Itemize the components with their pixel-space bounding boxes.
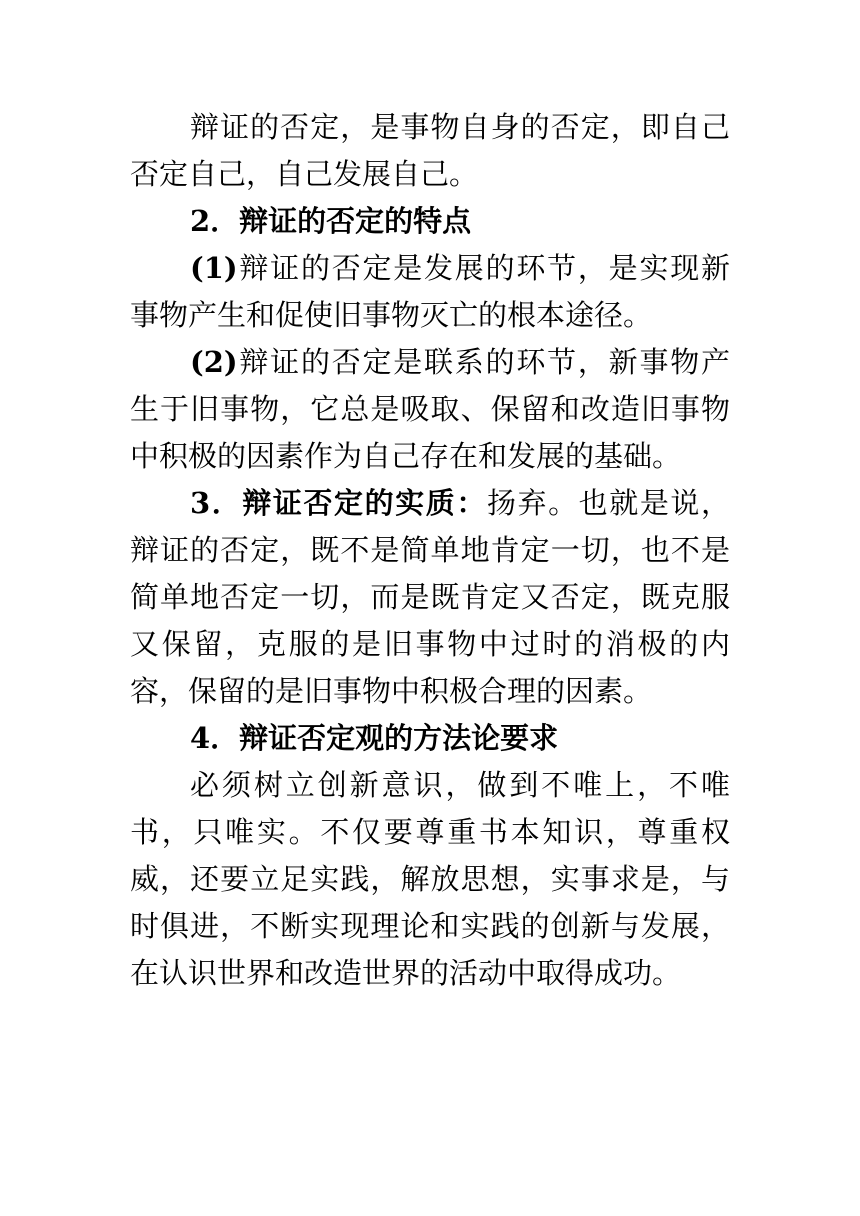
paragraph-essence	[130, 480, 730, 715]
paragraph-dialectical-negation-definition: 辩证的否定，是事物自身的否定，即自己否定自己，自己发展自己。	[130, 110, 730, 191]
item-number-1: (1)	[190, 251, 238, 285]
item-text-1: 辩证的否定是发展的环节，是实现新事物产生和促使旧事物灭亡的根本途径。	[130, 251, 730, 332]
item-number-2: (2)	[190, 345, 238, 379]
essence-label: 3．辩证否定的实质：	[190, 486, 487, 520]
document-page	[130, 104, 730, 997]
item-text-2: 辩证的否定是联系的环节，新事物产生于旧事物，它总是吸取、保留和改造旧事物中积极的因素作为自己存在和发展的基础。	[130, 345, 730, 473]
paragraph-methodology: 必须树立创新意识，做到不唯上，不唯书，只唯实。不仅要尊重书本知识，尊重权威，还要立足实践，解放思想，实事求是，与时俱进，不断实现理论和实践的创新与发展，在认识世界和改造世界的活动中取得成功。	[130, 768, 730, 990]
heading-characteristics: 2．辩证的否定的特点	[190, 204, 472, 238]
paragraph-characteristic-2	[130, 339, 730, 480]
essence-text: 扬弃。也就是说，辩证的否定，既不是简单地肯定一切，也不是简单地否定一切，而是既肯定又否定，既克服又保留，克服的是旧事物中过时的消极的内容，保留的是旧事物中积极合理的因素。	[130, 486, 730, 708]
heading-methodology: 4．辩证否定观的方法论要求	[190, 721, 559, 755]
paragraph-characteristic-1	[130, 245, 730, 339]
